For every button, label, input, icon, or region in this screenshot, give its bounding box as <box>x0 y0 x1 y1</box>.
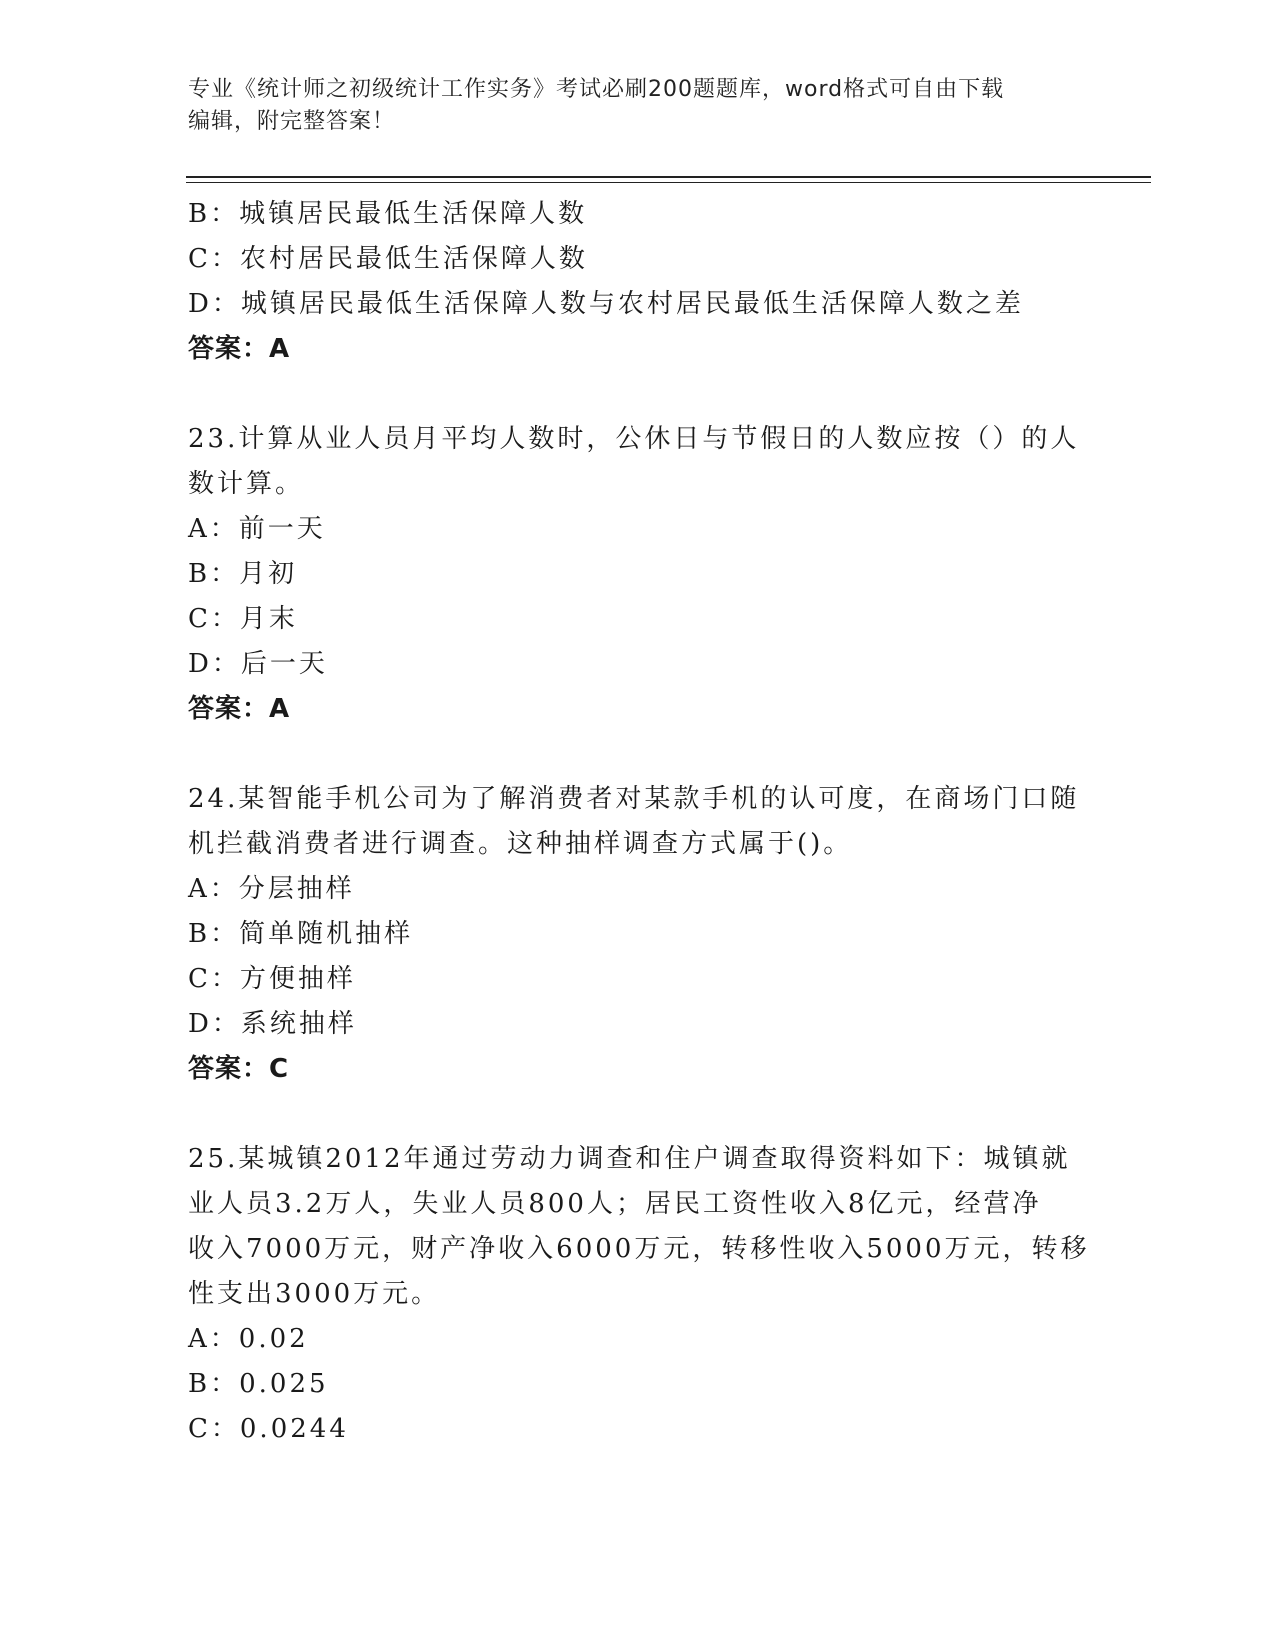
q24-stem-line1: 24.某智能手机公司为了解消费者对某款手机的认可度，在商场门口随 <box>188 784 1080 814</box>
header-divider-thin <box>186 182 1151 183</box>
q23-option-d: D：后一天 <box>188 649 328 679</box>
header-divider-thick <box>186 176 1151 178</box>
q22-option-d: D：城镇居民最低生活保障人数与农村居民最低生活保障人数之差 <box>188 289 1024 319</box>
q23-option-a: A：前一天 <box>188 514 326 544</box>
q23-option-c: C：月末 <box>188 604 298 634</box>
q25-stem-line2: 业人员3.2万人，失业人员800人；居民工资性收入8亿元，经营净 <box>188 1189 1042 1219</box>
q24-stem-line2: 机拦截消费者进行调查。这种抽样调查方式属于()。 <box>188 829 853 859</box>
q22-answer: 答案：A <box>188 334 291 364</box>
q24-option-c: C：方便抽样 <box>188 964 356 994</box>
q22-option-c: C：农村居民最低生活保障人数 <box>188 244 588 274</box>
q25-stem-line4: 性支出3000万元。 <box>188 1279 441 1309</box>
q23-option-b: B：月初 <box>188 559 298 589</box>
q23-stem-line1: 23.计算从业人员月平均人数时，公休日与节假日的人数应按（）的人 <box>188 424 1080 454</box>
q23-stem-line2: 数计算。 <box>188 469 305 499</box>
q24-option-b: B：简单随机抽样 <box>188 919 414 949</box>
q25-option-b: B：0.025 <box>188 1369 329 1399</box>
q25-option-a: A：0.02 <box>188 1324 309 1354</box>
q25-option-c: C：0.0244 <box>188 1414 349 1444</box>
header-title-line1: 专业《统计师之初级统计工作实务》考试必刷200题题库，word格式可自由下载 <box>188 77 1005 102</box>
q24-option-a: A：分层抽样 <box>188 874 355 904</box>
q24-answer: 答案：C <box>188 1054 290 1084</box>
document-header <box>188 74 1088 138</box>
q24-option-d: D：系统抽样 <box>188 1009 357 1039</box>
q25-stem-line1: 25.某城镇2012年通过劳动力调查和住户调查取得资料如下：城镇就 <box>188 1144 1071 1174</box>
q22-option-b: B：城镇居民最低生活保障人数 <box>188 199 588 229</box>
q25-stem-line3: 收入7000万元，财产净收入6000万元，转移性收入5000万元，转移 <box>188 1234 1090 1264</box>
header-title-line2: 编辑，附完整答案！ <box>188 109 396 134</box>
q23-answer: 答案：A <box>188 694 291 724</box>
